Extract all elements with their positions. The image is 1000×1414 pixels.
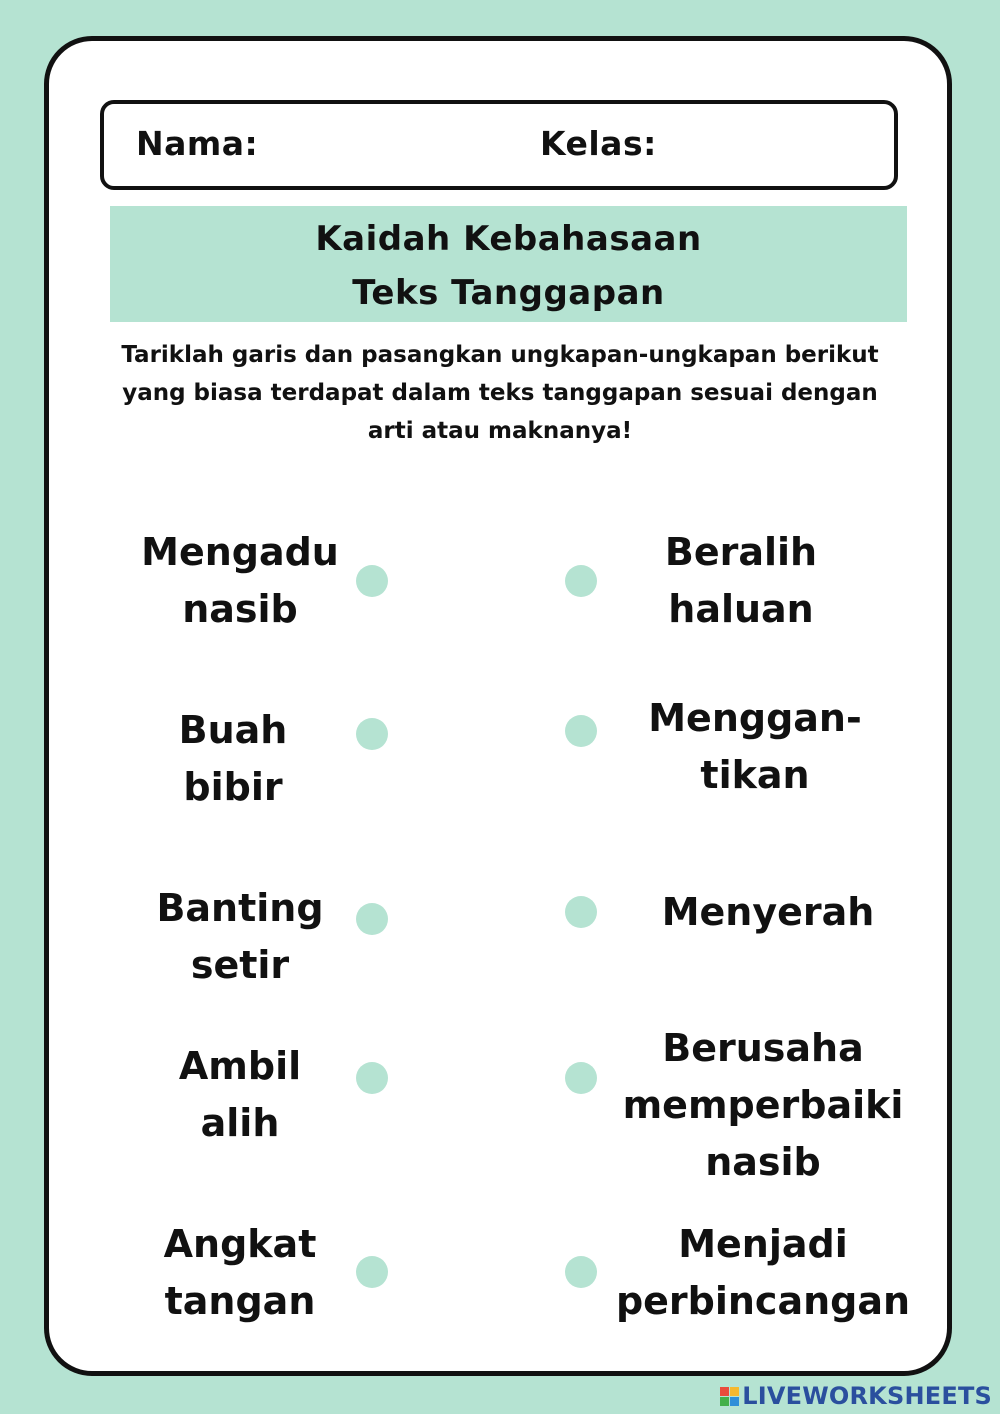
title-banner	[110, 206, 907, 322]
liveworksheets-brand	[720, 1382, 992, 1410]
nama-label: Nama:	[136, 124, 259, 163]
brand-text: LIVEWORKSHEETS	[742, 1382, 992, 1410]
left-term-3: Banting setir	[156, 886, 324, 987]
right-term-4: Berusaha memperbaiki nasib	[622, 1026, 904, 1184]
left-match-dot-2[interactable]	[356, 718, 388, 750]
left-match-dot-4[interactable]	[356, 1062, 388, 1094]
left-match-dot-3[interactable]	[356, 903, 388, 935]
liveworksheets-logo-icon	[720, 1387, 739, 1406]
right-term-5: Menjadi perbincangan	[615, 1222, 911, 1323]
instruction-text: Tariklah garis dan pasangkan ungkapan-ungkapan berikut yang biasa terdapat dalam teks tanggapan sesuai dengan arti atau maknanya!	[121, 342, 879, 444]
left-match-dot-5[interactable]	[356, 1256, 388, 1288]
right-match-dot-4[interactable]	[565, 1062, 597, 1094]
student-info-box	[100, 100, 898, 190]
left-term-2: Buah bibir	[178, 708, 288, 809]
left-term-1: Mengadu nasib	[141, 530, 339, 631]
right-term-1: Beralih haluan	[664, 530, 818, 631]
title-line-1: Kaidah Kebahasaan	[315, 219, 702, 259]
right-match-dot-5[interactable]	[565, 1256, 597, 1288]
title-line-2: Teks Tanggapan	[352, 273, 665, 313]
right-match-dot-3[interactable]	[565, 896, 597, 928]
left-match-dot-1[interactable]	[356, 565, 388, 597]
left-term-4: Ambil alih	[178, 1044, 302, 1145]
left-term-5: Angkat tangan	[163, 1222, 317, 1323]
right-term-3: Menyerah	[661, 890, 875, 934]
right-term-2: Menggan- tikan	[648, 696, 862, 797]
kelas-label: Kelas:	[540, 124, 657, 163]
